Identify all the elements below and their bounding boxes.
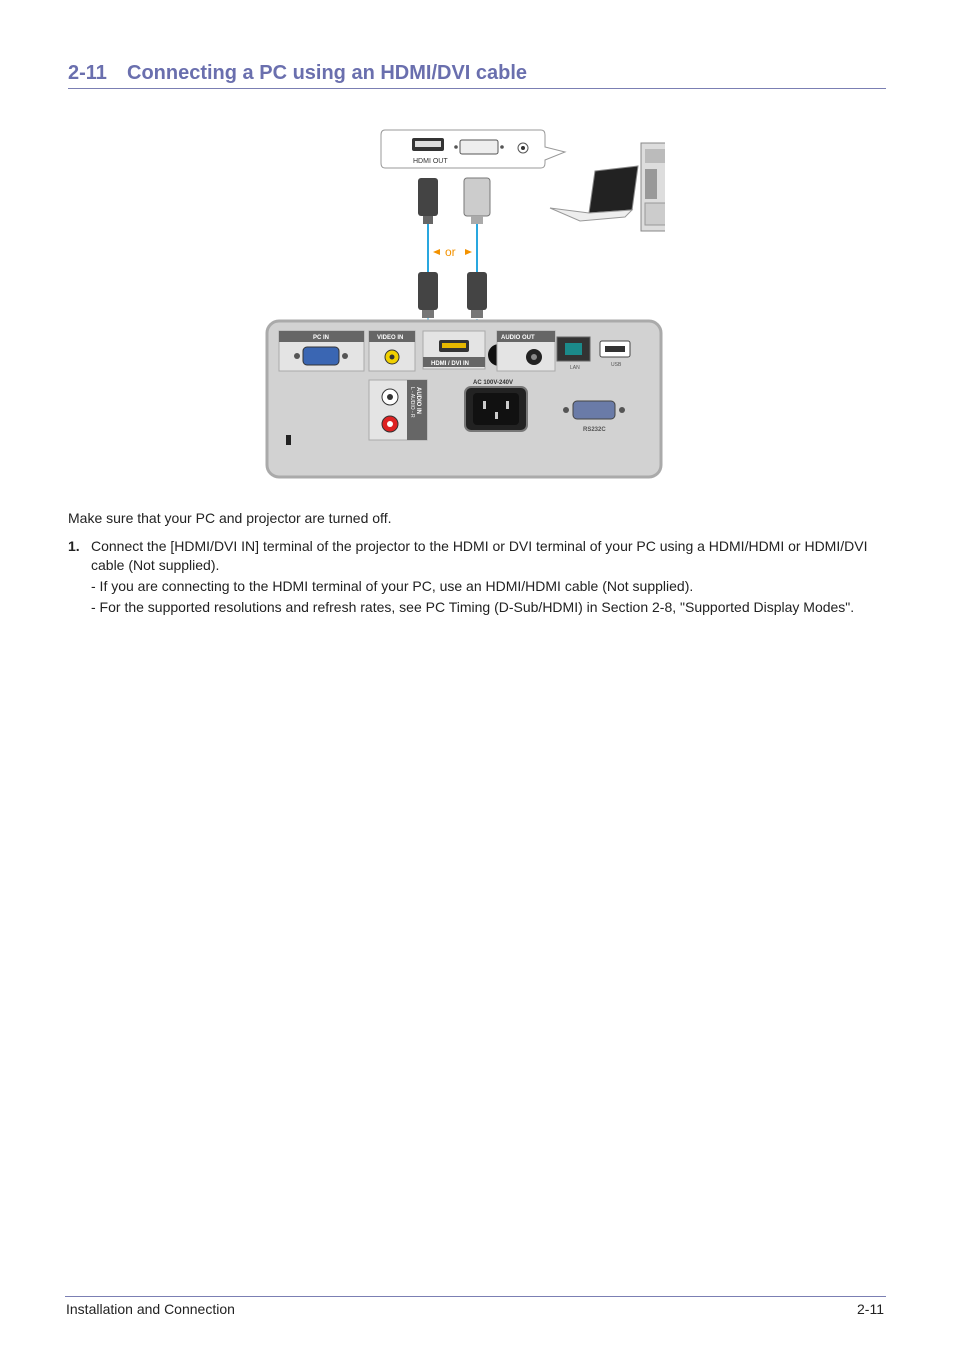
section-number: 2-11 (68, 62, 107, 84)
footer-page-number: 2-11 (857, 1301, 884, 1317)
usb-label: USB (611, 362, 622, 368)
pc-in-label: PC IN (313, 335, 330, 341)
dvi-plug-top (464, 178, 490, 216)
or-label: or (445, 245, 456, 259)
desktop-tower-icon (641, 143, 665, 231)
lan-label: LAN (570, 365, 580, 371)
audio-in-label: L - AUDIO - R (409, 387, 415, 418)
hdmi-plug-bottom-right (467, 272, 487, 310)
step-note-2: - For the supported resolutions and refresh rates, see PC Timing (D-Sub/HDMI) in Section 2-8, "Supported Display Modes". (91, 599, 855, 615)
vga-port (303, 347, 339, 365)
ac-label: AC 100V-240V (473, 380, 514, 386)
hdmi-out-label: HDMI OUT (413, 158, 448, 165)
footer-rule (65, 1296, 886, 1297)
hdmi-dvi-in-label: HDMI / DVI IN (431, 361, 470, 367)
step-note-1: - If you are connecting to the HDMI terminal of your PC, use an HDMI/HDMI cable (Not supplied). (91, 578, 694, 594)
rs232c-port (573, 401, 615, 419)
step-number: 1. (68, 538, 80, 554)
step-text: Connect the [HDMI/DVI IN] terminal of the projector to the HDMI or DVI terminal of your PC using a HDMI/HDMI or HDMI/DVI cable (Not supplied). (91, 538, 868, 573)
step-list (68, 537, 886, 617)
rs232c-label: RS232C (583, 427, 606, 433)
connection-diagram (265, 125, 665, 481)
audio-in-title: AUDIO IN (415, 387, 421, 414)
audio-out-label: AUDIO OUT (501, 335, 535, 341)
footer-chapter: Installation and Connection (66, 1301, 235, 1317)
kensington-lock-icon (286, 435, 291, 445)
section-title: Connecting a PC using an HDMI/DVI cable (127, 62, 528, 84)
step-1 (68, 537, 886, 617)
video-in-label: VIDEO IN (377, 335, 404, 341)
laptop-icon (550, 166, 638, 221)
hdmi-plug-bottom-left (418, 272, 438, 310)
hdmi-plug-top (418, 178, 438, 216)
dvi-port (460, 140, 498, 154)
intro-text: Make sure that your PC and projector are turned off. (68, 510, 392, 526)
section-heading (68, 62, 886, 89)
